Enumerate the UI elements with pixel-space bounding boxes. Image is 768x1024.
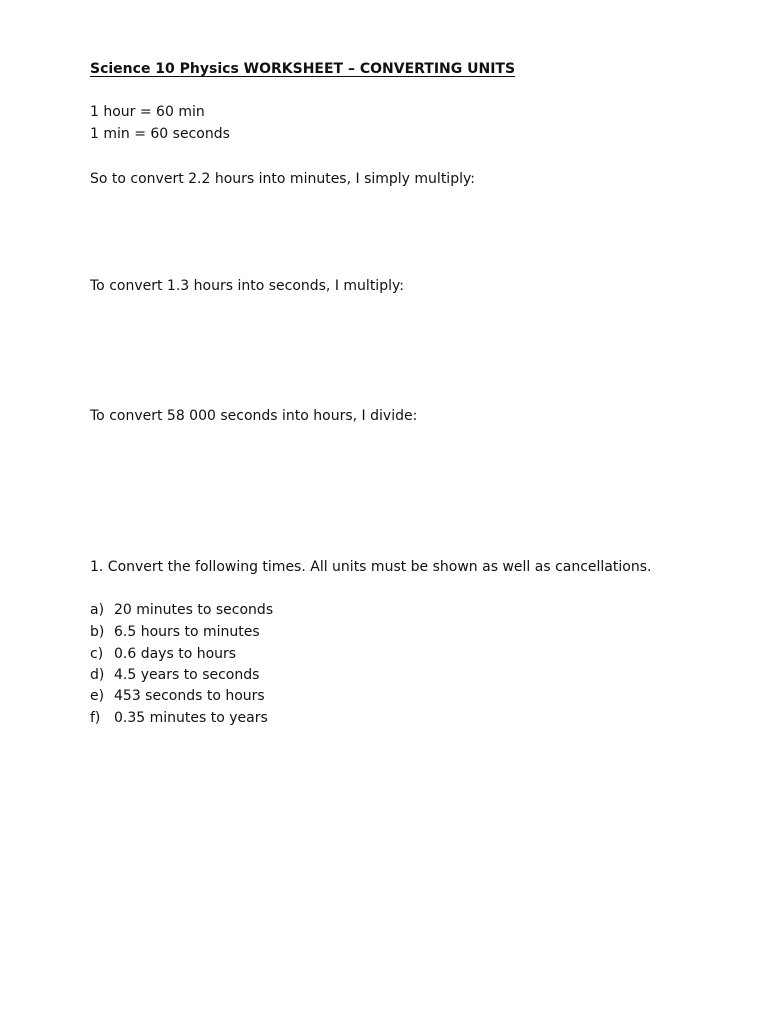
example-seconds-to-hours: To convert 58 000 seconds into hours, I divide: bbox=[90, 408, 418, 424]
question-item bbox=[90, 689, 265, 703]
example-hours-to-minutes: So to convert 2.2 hours into minutes, I simply multiply: bbox=[90, 171, 475, 187]
question-item bbox=[90, 647, 236, 661]
item-text: 20 minutes to seconds bbox=[114, 602, 274, 618]
item-label: d) bbox=[90, 667, 105, 683]
item-text: 0.35 minutes to years bbox=[114, 710, 268, 726]
item-label: a) bbox=[90, 602, 105, 618]
fact-line-hour: 1 hour = 60 min bbox=[90, 104, 205, 120]
example-hours-to-seconds: To convert 1.3 hours into seconds, I multiply: bbox=[90, 278, 404, 294]
item-label: e) bbox=[90, 688, 105, 704]
item-label: c) bbox=[90, 646, 104, 662]
item-text: 453 seconds to hours bbox=[114, 688, 265, 704]
question-item bbox=[90, 711, 268, 725]
question-item bbox=[90, 603, 273, 617]
fact-line-min: 1 min = 60 seconds bbox=[90, 126, 230, 142]
page-title: Science 10 Physics WORKSHEET – CONVERTING UNITS bbox=[90, 61, 516, 77]
item-label: b) bbox=[90, 624, 105, 640]
question-item bbox=[90, 625, 260, 639]
item-text: 4.5 years to seconds bbox=[114, 667, 260, 683]
question-item bbox=[90, 668, 259, 682]
item-text: 6.5 hours to minutes bbox=[114, 624, 260, 640]
item-label: f) bbox=[90, 710, 101, 726]
question-prompt: 1. Convert the following times. All units must be shown as well as cancellations. bbox=[90, 559, 652, 575]
item-text: 0.6 days to hours bbox=[114, 646, 237, 662]
